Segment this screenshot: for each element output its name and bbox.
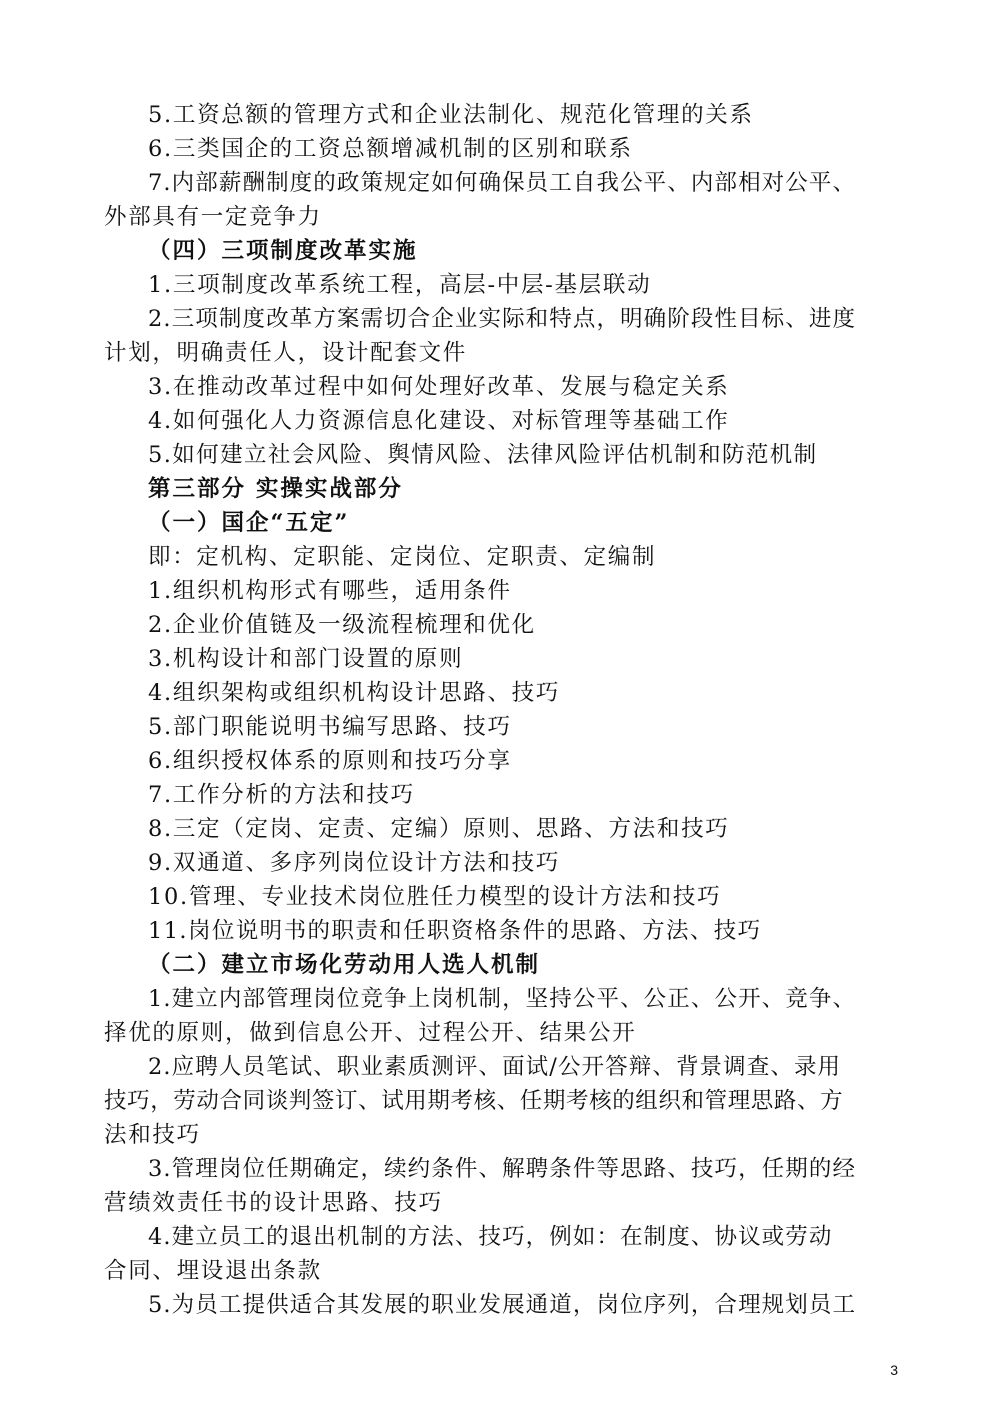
- text-line: 7.内部薪酬制度的政策规定如何确保员工自我公平、内部相对公平、: [148, 170, 857, 196]
- text-line: 3.在推动改革过程中如何处理好改革、发展与稳定关系: [148, 374, 730, 400]
- text-line: 合同、埋设退出条款: [104, 1258, 322, 1284]
- text-line: 9.双通道、多序列岗位设计方法和技巧: [148, 850, 561, 876]
- text-line: 11.岗位说明书的职责和任职资格条件的思路、方法、技巧: [148, 918, 762, 944]
- text-line: 8.三定（定岗、定责、定编）原则、思路、方法和技巧: [148, 816, 730, 842]
- text-line: 7.工作分析的方法和技巧: [148, 782, 415, 808]
- text-line: 1.三项制度改革系统工程，高层-中层-基层联动: [148, 272, 652, 298]
- text-line: 计划，明确责任人，设计配套文件: [104, 340, 468, 366]
- text-line: 法和技巧: [104, 1122, 201, 1148]
- text-line: 4.组织架构或组织机构设计思路、技巧: [148, 680, 561, 706]
- section-heading: （四）三项制度改革实施: [148, 238, 418, 264]
- text-line: 3.管理岗位任期确定，续约条件、解聘条件等思路、技巧，任期的经: [148, 1156, 857, 1182]
- text-line: 营绩效责任书的设计思路、技巧: [104, 1190, 443, 1216]
- text-line: 1.组织机构形式有哪些，适用条件: [148, 578, 512, 604]
- text-line: 2.企业价值链及一级流程梳理和优化: [148, 612, 536, 638]
- text-line: 10.管理、专业技术岗位胜任力模型的设计方法和技巧: [148, 884, 722, 910]
- document-body: [0, 98, 992, 1322]
- text-line: 即：定机构、定职能、定岗位、定职责、定编制: [148, 544, 657, 570]
- text-line: 3.机构设计和部门设置的原则: [148, 646, 464, 672]
- text-line: 5.如何建立社会风险、舆情风险、法律风险评估机制和防范机制: [148, 442, 818, 468]
- text-line: 外部具有一定竞争力: [104, 204, 322, 230]
- text-line: 4.如何强化人力资源信息化建设、对标管理等基础工作: [148, 408, 730, 434]
- text-line: 技巧，劳动合同谈判签订、试用期考核、任期考核的组织和管理思路、方: [104, 1088, 844, 1114]
- text-line: 1.建立内部管理岗位竞争上岗机制，坚持公平、公正、公开、竞争、: [148, 986, 857, 1012]
- page-number: 3: [890, 1362, 898, 1378]
- section-heading: （一）国企“五定”: [148, 510, 350, 536]
- text-line: 择优的原则，做到信息公开、过程公开、结果公开: [104, 1020, 637, 1046]
- text-line: 4.建立员工的退出机制的方法、技巧，例如：在制度、协议或劳动: [148, 1224, 833, 1250]
- text-line: 2.三项制度改革方案需切合企业实际和特点，明确阶段性目标、进度: [148, 306, 857, 332]
- section-heading: （二）建立市场化劳动用人选人机制: [148, 952, 541, 978]
- text-line: 5.部门职能说明书编写思路、技巧: [148, 714, 512, 740]
- part-heading: 第三部分 实操实战部分: [148, 476, 403, 502]
- text-line: 5.为员工提供适合其发展的职业发展通道，岗位序列，合理规划员工: [148, 1292, 857, 1318]
- text-line: 5.工资总额的管理方式和企业法制化、规范化管理的关系: [148, 102, 754, 128]
- text-line: 2.应聘人员笔试、职业素质测评、面试/公开答辩、背景调查、录用: [148, 1054, 842, 1080]
- text-line: 6.三类国企的工资总额增减机制的区别和联系: [148, 136, 633, 162]
- text-line: 6.组织授权体系的原则和技巧分享: [148, 748, 512, 774]
